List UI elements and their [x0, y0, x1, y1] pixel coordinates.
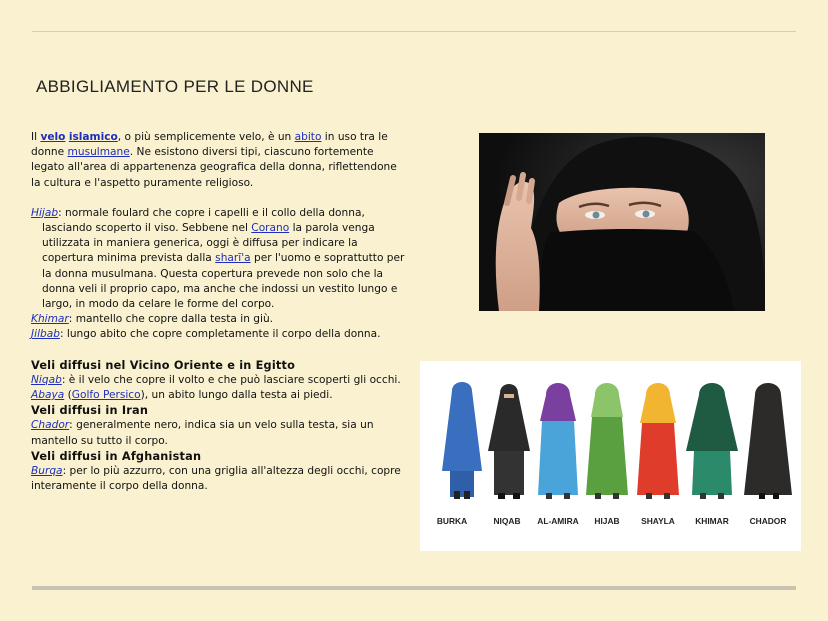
link-musulmane[interactable]: musulmane [67, 146, 130, 159]
heading-afghanistan: Veli diffusi in Afghanistan [31, 449, 202, 463]
bottom-divider [32, 586, 796, 590]
veiled-woman-illustration [479, 133, 765, 311]
link-islamico[interactable]: islamico [68, 131, 118, 143]
link-jilbab[interactable]: Jilbab [31, 328, 60, 341]
veiled-woman-photo [479, 133, 765, 311]
label-khimar: KHIMAR [695, 516, 729, 526]
intro-paragraph: Il velo islamico, o più semplicemente velo, è un abito in uso tra le donne musulmane. Ne esistono diversi tipi, ciascuno fortemente legato all'area di appartenenza geografica della donna, riflettendone la cultura e l'aspetto puramente religioso. [31, 131, 397, 189]
hijab-figure [586, 383, 628, 499]
heading-iran: Veli diffusi in Iran [31, 404, 149, 418]
label-chador: CHADOR [749, 516, 787, 526]
link-burqa[interactable]: Burqa [31, 465, 63, 478]
heading-vicino-oriente: Veli diffusi nel Vicino Oriente e in Egitto [31, 358, 296, 372]
niqab-line: Niqab: è il velo che copre il volto e che può lasciare scoperti gli occhi. [31, 373, 401, 386]
label-hijab: HIJAB [594, 516, 620, 526]
link-velo[interactable]: velo [40, 131, 66, 143]
link-abito[interactable]: abito [294, 131, 322, 143]
burka-figure [442, 382, 482, 499]
chador-figure [744, 383, 792, 499]
veil-figures-drawing [420, 361, 801, 511]
veil-types-figure [420, 361, 801, 551]
label-niqab: NIQAB [493, 516, 521, 526]
label-al-amira: AL-AMIRA [537, 516, 579, 526]
label-shayla: SHAYLA [641, 516, 675, 526]
al-amira-figure [538, 383, 578, 499]
link-niqab[interactable]: Niqab [31, 373, 62, 386]
chador-line: Chador: generalmente nero, indica sia un velo sulla testa, sia un mantello su tutto il corpo. [31, 419, 374, 447]
niqab-figure [488, 384, 530, 499]
link-hijab[interactable]: Hijab [31, 206, 59, 219]
link-sharia[interactable]: sharī'a [215, 252, 251, 265]
burqa-line: Burqa: per lo più azzurro, con una griglia all'altezza degli occhi, copre interamente il corpo della donna. [31, 465, 401, 493]
jilbab-line: Jilbab: lungo abito che copre completamente il corpo della donna. [31, 328, 381, 341]
abaya-line: Abaya (Golfo Persico), un abito lungo dalla testa ai piedi. [31, 389, 333, 402]
link-abaya[interactable]: Abaya [31, 389, 65, 402]
link-corano[interactable]: Corano [251, 222, 290, 235]
label-burka: BURKA [436, 516, 468, 526]
top-divider [32, 31, 796, 32]
khimar-figure [686, 383, 738, 499]
slide-content [31, 130, 407, 494]
link-khimar[interactable]: Khimar [31, 313, 69, 326]
shayla-figure [637, 383, 679, 499]
khimar-line: Khimar: mantello che copre dalla testa in giù. [31, 313, 274, 326]
link-golfo-persico[interactable]: Golfo Persico [71, 389, 141, 402]
slide-title: ABBIGLIAMENTO PER LE DONNE [36, 77, 314, 96]
hijab-paragraph: Hijab: normale foulard che copre i capelli e il collo della donna, lasciando scoperto il viso. Sebbene nel Corano la parola venga utilizzata in maniera generica, oggi è diffusa per indicare la copertura minima prevista dalla sharī'a per l'uomo e soprattutto per la donna musulmana. Questa copertura prevede non solo che la donna veli il proprio capo, ma anche che indossi un vestito lungo e largo, in modo da celare le forme del corpo. [31, 206, 405, 311]
link-chador[interactable]: Chador [31, 419, 70, 432]
